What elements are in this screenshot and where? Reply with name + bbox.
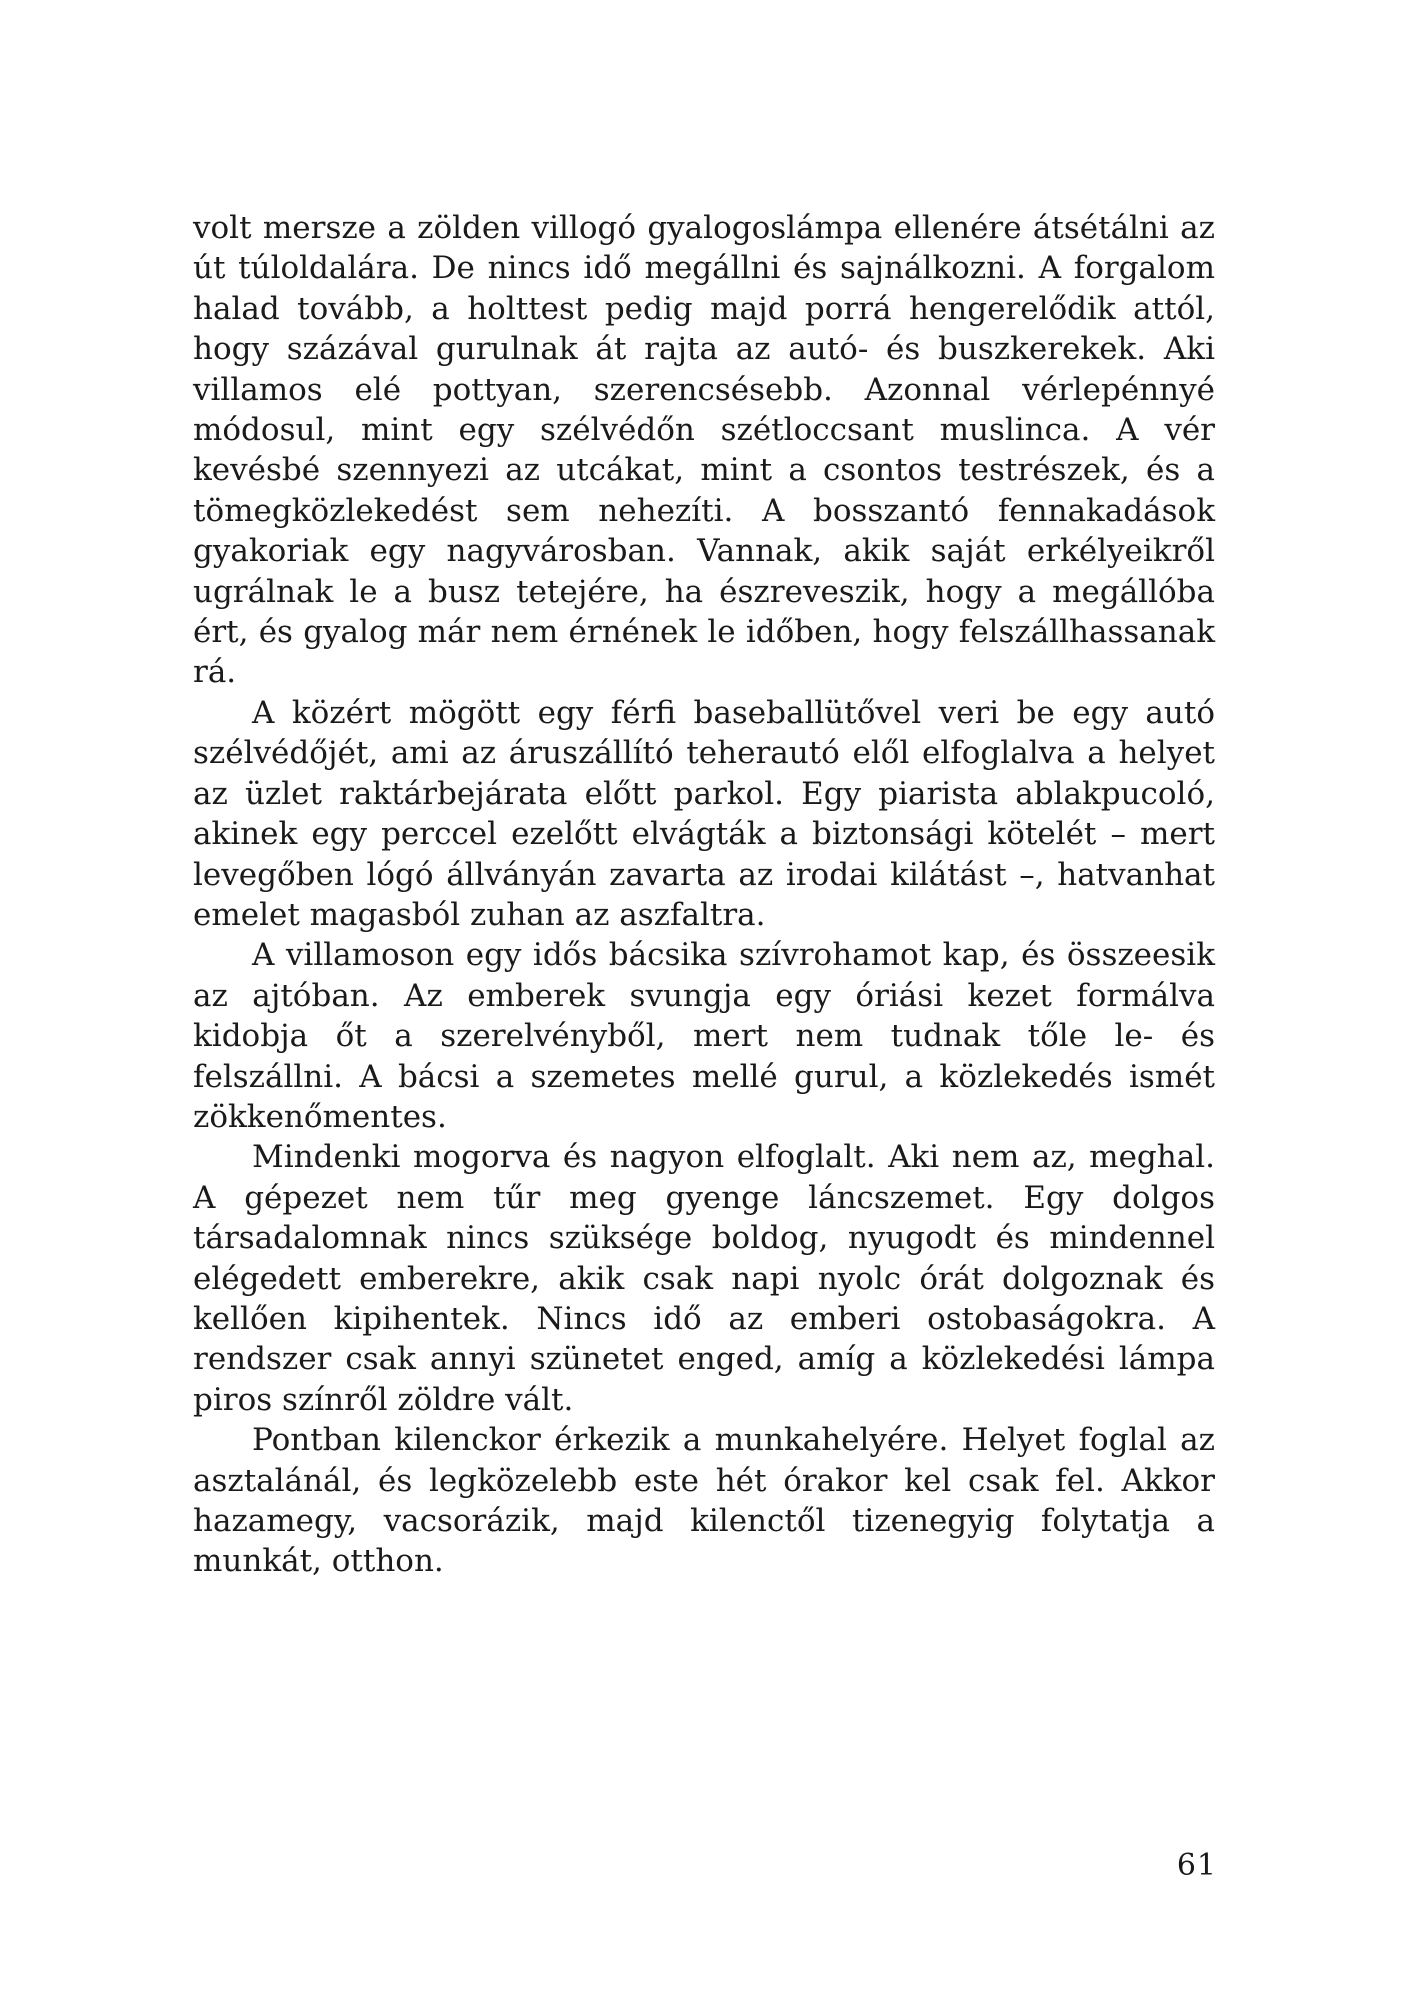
body-text	[193, 208, 1215, 1582]
page-number: 61	[1176, 1848, 1217, 1883]
paragraph-4: Mindenki mogorva és nagyon elfoglalt. Aki nem az, meghal. A gépezet nem tűr meg gyenge láncszemet. Egy dolgos társadalomnak nincs szüksége boldog, nyugodt és mindennel elégedett emberekre, akik csak napi nyolc órát dolgoznak és kellően kipihentek. Nincs idő az emberi ostobaságokra. A rendszer csak annyi szünetet enged, amíg a közlekedési lámpa piros színről zöldre vált.	[193, 1139, 1215, 1418]
paragraph-3: A villamoson egy idős bácsika szívrohamot kap, és összeesik az ajtóban. Az emberek svungja egy óriási kezet formálva kidobja őt a szerelvényből, mert nem tudnak tőle le- és felszállni. A bácsi a szemetes mellé gurul, a közlekedés ismét zökkenőmentes.	[193, 937, 1215, 1135]
paragraph-2: A közért mögött egy férfi baseballütővel veri be egy autó szélvédőjét, ami az áruszállító teherautó elől elfoglalva a helyet az üzlet raktárbejárata előtt parkol. Egy piarista ablakpucoló, akinek egy perccel ezelőtt elvágták a biztonsági kötelét – mert levegőben lógó állványán zavarta az irodai kilátást –, hatvanhat emelet magasból zuhan az aszfaltra.	[193, 694, 1215, 933]
paragraph-5: Pontban kilenckor érkezik a munkahelyére. Helyet foglal az asztalánál, és legközelebb este hét órakor kel csak fel. Akkor hazamegy, vacsorázik, majd kilenctől tizenegyig folytatja a munkát, otthon.	[193, 1422, 1215, 1580]
paragraph-1: volt mersze a zölden villogó gyalogoslámpa ellenére átsétálni az út túloldalára. De nincs idő megállni és sajnálkozni. A forgalom halad tovább, a holttest pedig majd porrá hengerelődik attól, hogy százával gurulnak át rajta az autó- és buszkerekek. Aki villamos elé pottyan, szerencsésebb. Azonnal vérlepénnyé módosul, mint egy szélvédőn szétloccsant muslinca. A vér kevésbé szennyezi az utcákat, mint a csontos testrészek, és a tömegközlekedést sem nehezíti. A bosszantó fennakadások gyakoriak egy nagyvárosban. Vannak, akik saját erkélyeikről ugrálnak le a busz tetejére, ha észreveszik, hogy a megállóba ért, és gyalog már nem érnének le időben, hogy felszállhassanak rá.	[193, 210, 1215, 691]
